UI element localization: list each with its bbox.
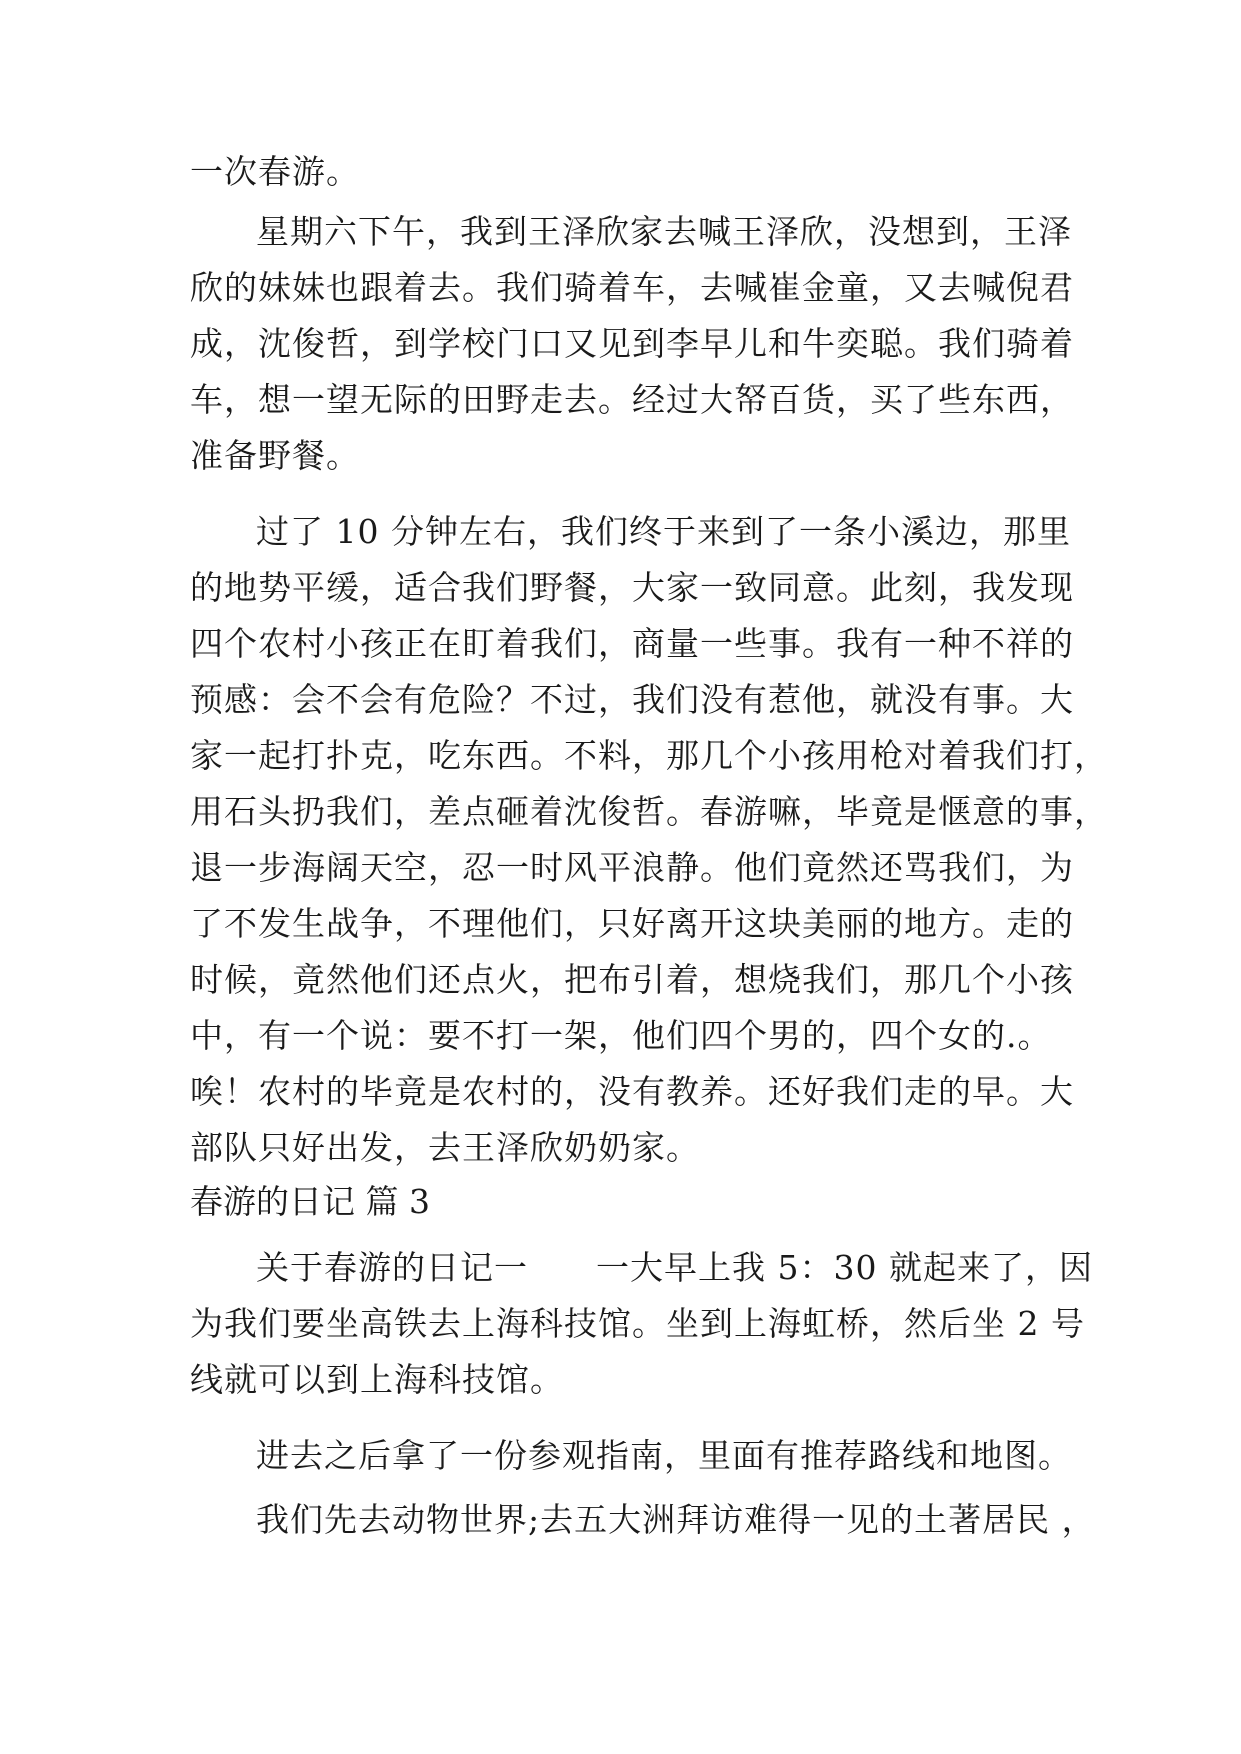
- text-line: 预感：会不会有危险？不过，我们没有惹他，就没有事。大: [190, 680, 1074, 719]
- paragraph-first-line: 进去之后拿了一份参观指南，里面有推荐路线和地图。: [256, 1436, 1072, 1475]
- text-line: 四个农村小孩正在盯着我们，商量一些事。我有一种不祥的: [190, 624, 1074, 663]
- text-line: 准备野餐。: [190, 436, 360, 475]
- text-line: 线就可以到上海科技馆。: [190, 1360, 564, 1399]
- text-line: 中，有一个说：要不打一架，他们四个男的，四个女的.。: [190, 1016, 1052, 1055]
- text-line: 为我们要坐高铁去上海科技馆。坐到上海虹桥，然后坐 2 号: [190, 1304, 1085, 1343]
- text-line: 唉！农村的毕竟是农村的，没有教养。还好我们走的早。大: [190, 1072, 1074, 1111]
- text-line: 了不发生战争，不理他们，只好离开这块美丽的地方。走的: [190, 904, 1074, 943]
- text-line: 车，想一望无际的田野走去。经过大帑百货，买了些东西，: [190, 380, 1074, 419]
- paragraph-first-line: 星期六下午，我到王泽欣家去喊王泽欣，没想到，王泽: [256, 212, 1072, 251]
- paragraph-first-line: 过了 10 分钟左右，我们终于来到了一条小溪边，那里: [256, 512, 1071, 551]
- text-line: 退一步海阔天空，忍一时风平浪静。他们竟然还骂我们，为: [190, 848, 1074, 887]
- paragraph-first-line: 关于春游的日记一 一大早上我 5：30 就起来了，因: [256, 1248, 1093, 1287]
- text-line: 的地势平缓，适合我们野餐，大家一致同意。此刻，我发现: [190, 568, 1074, 607]
- text-line: 用石头扔我们，差点砸着沈俊哲。春游嘛，毕竟是惬意的事，: [190, 792, 1108, 831]
- text-line: 成，沈俊哲，到学校门口又见到李早儿和牛奕聪。我们骑着: [190, 324, 1074, 363]
- text-line: 欣的妹妹也跟着去。我们骑着车，去喊崔金童，又去喊倪君: [190, 268, 1074, 307]
- text-line: 家一起打扑克，吃东西。不料，那几个小孩用枪对着我们打，: [190, 736, 1108, 775]
- text-line: 部队只好出发，去王泽欣奶奶家。: [190, 1128, 700, 1167]
- section-heading: 春游的日记 篇 3: [190, 1182, 430, 1221]
- text-line: 时候，竟然他们还点火，把布引着，想烧我们，那几个小孩: [190, 960, 1074, 999]
- paragraph-first-line: 我们先去动物世界;去五大洲拜访难得一见的土著居民 ，: [256, 1500, 1096, 1539]
- text-line: 一次春游。: [190, 152, 360, 191]
